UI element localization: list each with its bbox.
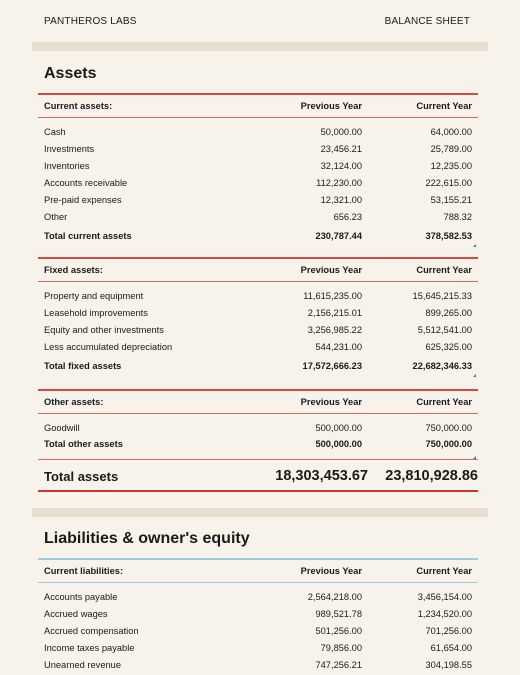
row-previous-value: 32,124.00 [320, 161, 362, 171]
cell-resize-handle-icon[interactable] [473, 244, 476, 247]
col-current-year: Current Year [416, 101, 472, 111]
table-header [38, 95, 478, 117]
section-band [32, 508, 488, 517]
row-label: Goodwill [44, 423, 80, 433]
row-previous-value: 747,256.21 [315, 660, 362, 670]
table-row [38, 588, 478, 605]
row-current-value: 701,256.00 [425, 626, 472, 636]
row-label: Other [44, 212, 68, 222]
current-assets-table [38, 93, 478, 244]
total-label: Total other assets [44, 439, 123, 449]
cell-resize-handle-icon[interactable] [473, 456, 476, 459]
total-row [38, 436, 478, 456]
row-current-value: 25,789.00 [430, 144, 472, 154]
table-header [38, 391, 478, 413]
col-previous-year: Previous Year [300, 101, 362, 111]
row-previous-value: 989,521.78 [315, 609, 362, 619]
total-row [38, 355, 478, 374]
row-previous-value: 2,156,215.01 [307, 308, 362, 318]
group-heading: Other assets: [44, 397, 104, 407]
current-liabilities-table [38, 558, 478, 673]
table-row [38, 622, 478, 639]
row-current-value: 53,155.21 [430, 195, 472, 205]
total-previous-value: 500,000.00 [315, 439, 362, 449]
row-previous-value: 50,000.00 [320, 127, 362, 137]
row-previous-value: 501,256.00 [315, 626, 362, 636]
total-current-value[interactable]: 22,682,346.33 [412, 361, 472, 371]
divider [38, 490, 478, 492]
page-header [0, 0, 520, 40]
group-heading: Current liabilities: [44, 566, 124, 576]
row-current-value: 15,645,215.33 [412, 291, 472, 301]
row-previous-value: 544,231.00 [315, 342, 362, 352]
row-previous-value: 23,456.21 [320, 144, 362, 154]
total-previous-value: 17,572,666.23 [302, 361, 362, 371]
row-current-value: 5,512,541.00 [417, 325, 472, 335]
grand-total-label: Total assets [44, 469, 119, 484]
row-current-value: 64,000.00 [430, 127, 472, 137]
group-heading: Current assets: [44, 101, 113, 111]
grand-total-previous-value: 18,303,453.67 [275, 468, 368, 484]
section-band [32, 42, 488, 51]
col-current-year: Current Year [416, 265, 472, 275]
row-current-value: 61,654.00 [430, 643, 472, 653]
table-row [38, 605, 478, 622]
row-current-value: 1,234,520.00 [417, 609, 472, 619]
liabilities-title: Liabilities & owner's equity [44, 530, 250, 547]
row-current-value: 788.32 [443, 212, 472, 222]
total-previous-value: 230,787.44 [315, 231, 362, 241]
grand-total-current-value: 23,810,928.86 [385, 468, 478, 484]
row-previous-value: 79,856.00 [320, 643, 362, 653]
row-label: Accounts receivable [44, 178, 128, 188]
row-previous-value: 2,564,218.00 [307, 592, 362, 602]
group-heading: Fixed assets: [44, 265, 103, 275]
fixed-assets-table [38, 257, 478, 374]
total-current-value[interactable]: 750,000.00 [425, 439, 472, 449]
document-type: BALANCE SHEET [384, 16, 470, 27]
row-label: Accrued wages [44, 609, 108, 619]
row-label: Income taxes payable [44, 643, 135, 653]
row-label: Accounts payable [44, 592, 118, 602]
row-previous-value: 3,256,985.22 [307, 325, 362, 335]
col-current-year: Current Year [416, 397, 472, 407]
row-current-value: 750,000.00 [425, 423, 472, 433]
table-row [38, 419, 478, 436]
row-label: Inventories [44, 161, 90, 171]
table-row [38, 287, 478, 304]
table-row [38, 639, 478, 656]
total-label: Total current assets [44, 231, 132, 241]
row-previous-value: 112,230.00 [316, 178, 362, 188]
table-row [38, 157, 478, 174]
row-label: Investments [44, 144, 95, 154]
row-current-value: 304,198.55 [425, 660, 472, 670]
table-row [38, 174, 478, 191]
total-row [38, 225, 478, 244]
total-label: Total fixed assets [44, 361, 122, 371]
row-previous-value: 12,321.00 [320, 195, 362, 205]
table-row [38, 208, 478, 225]
row-label: Less accumulated depreciation [44, 342, 173, 352]
table-row [38, 191, 478, 208]
company-name: PANTHEROS LABS [44, 16, 137, 27]
row-previous-value: 11,615,235.00 [303, 291, 362, 301]
grand-total-row [38, 460, 478, 490]
col-previous-year: Previous Year [300, 265, 362, 275]
table-row [38, 123, 478, 140]
row-label: Pre-paid expenses [44, 195, 122, 205]
row-label: Accrued compensation [44, 626, 139, 636]
table-header [38, 560, 478, 582]
table-row [38, 321, 478, 338]
col-current-year: Current Year [416, 566, 472, 576]
total-current-value[interactable]: 378,582.53 [425, 231, 472, 241]
table-row [38, 656, 478, 673]
table-header [38, 259, 478, 281]
row-previous-value: 500,000.00 [315, 423, 362, 433]
row-current-value: 12,235.00 [430, 161, 472, 171]
row-previous-value: 656.23 [333, 212, 362, 222]
row-current-value: 3,456,154.00 [417, 592, 472, 602]
cell-resize-handle-icon[interactable] [473, 374, 476, 377]
assets-title: Assets [44, 65, 97, 82]
col-previous-year: Previous Year [300, 566, 362, 576]
row-label: Equity and other investments [44, 325, 164, 335]
col-previous-year: Previous Year [300, 397, 362, 407]
row-label: Property and equipment [44, 291, 144, 301]
row-current-value: 625,325.00 [425, 342, 472, 352]
table-row [38, 140, 478, 157]
other-assets-table [38, 389, 478, 492]
table-row [38, 338, 478, 355]
row-label: Leasehold improvements [44, 308, 148, 318]
row-current-value: 899,265.00 [425, 308, 472, 318]
row-label: Cash [44, 127, 66, 137]
row-label: Unearned revenue [44, 660, 122, 670]
table-row [38, 304, 478, 321]
row-current-value: 222,615.00 [425, 178, 472, 188]
